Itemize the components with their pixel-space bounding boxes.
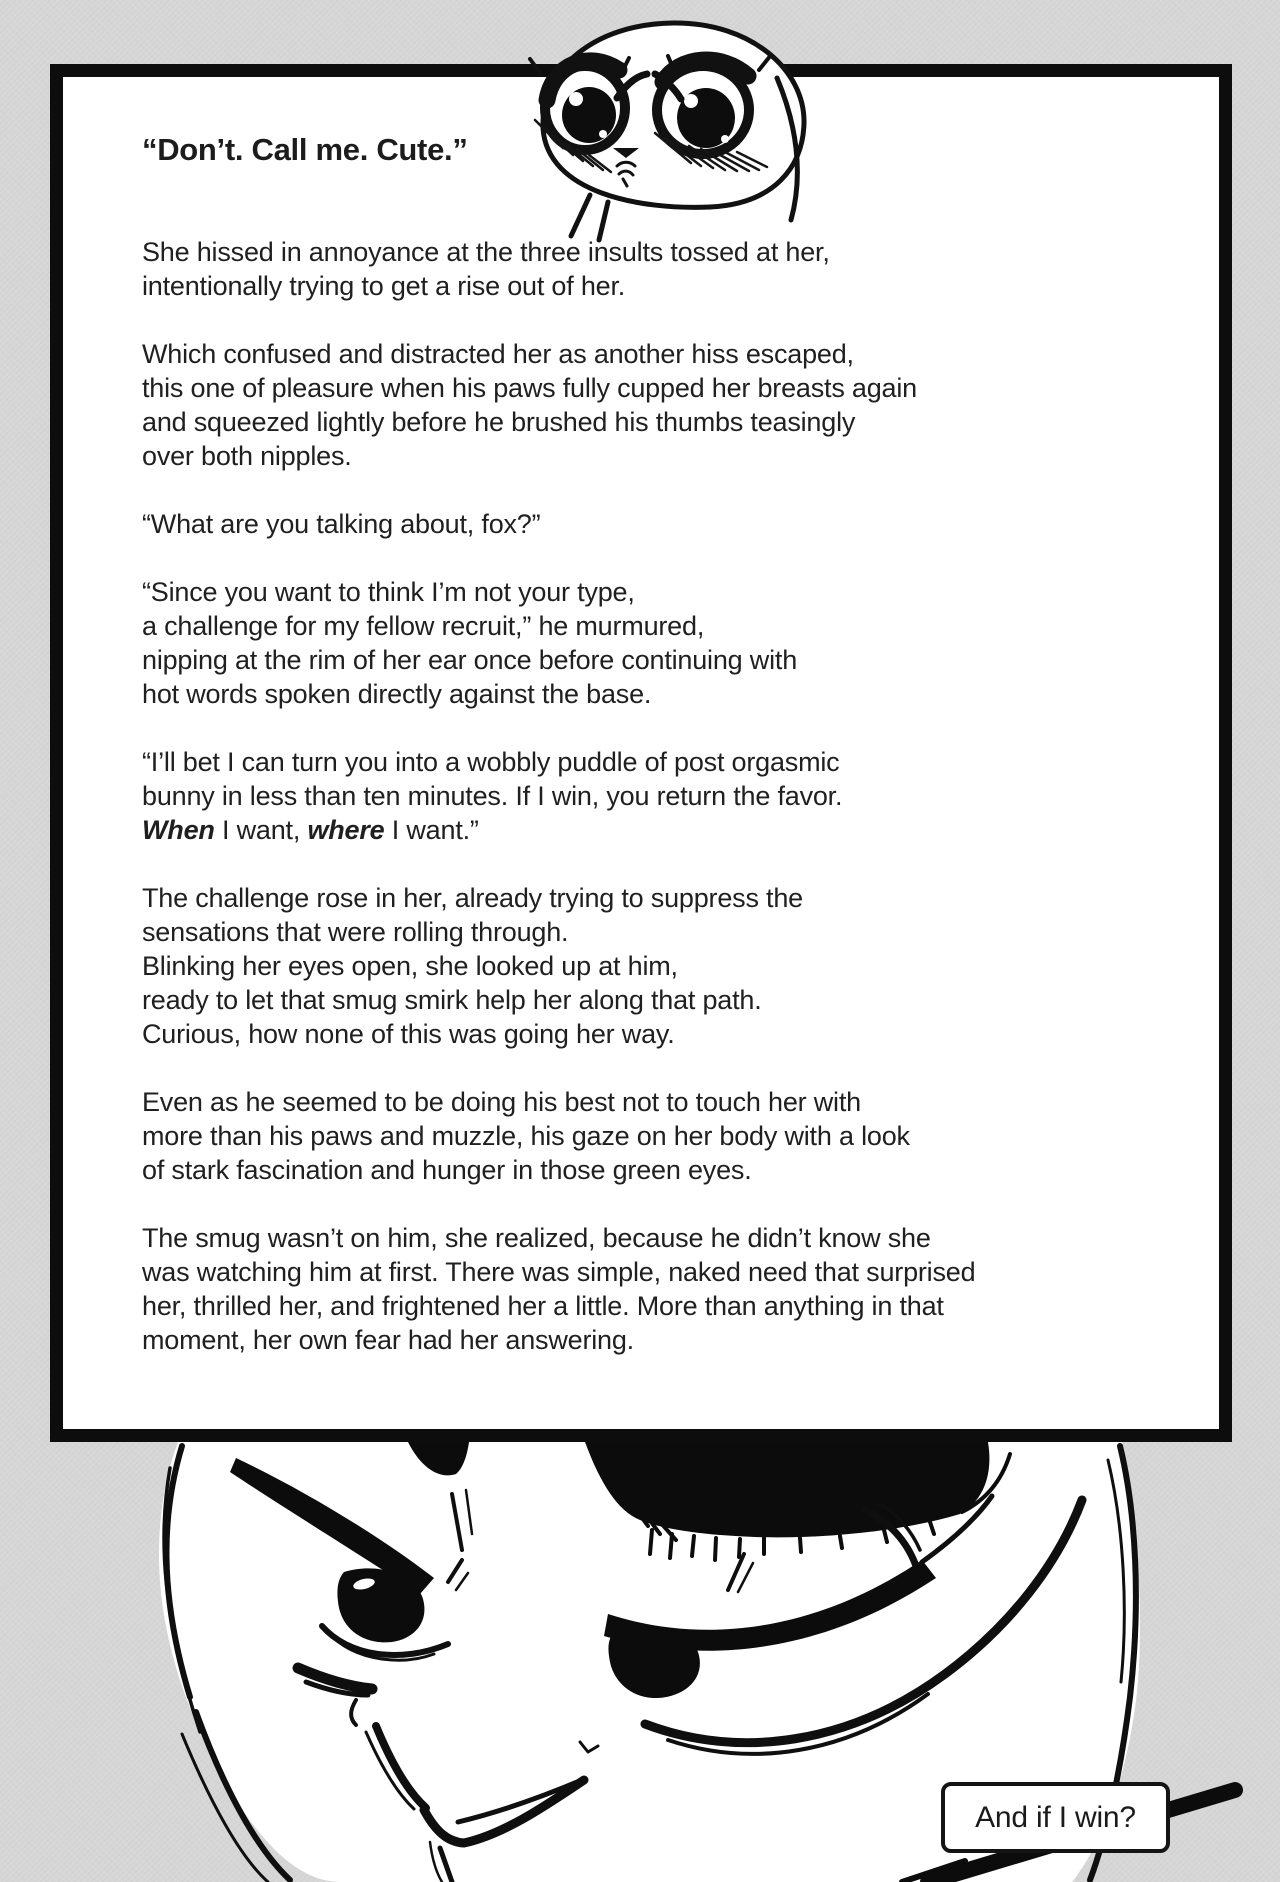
story-line: hot words spoken directly against the base. (142, 679, 652, 709)
story-line: was watching him at first. There was simple, naked need that surprised (142, 1257, 976, 1287)
story-line: this one of pleasure when his paws fully cupped her breasts again (142, 373, 917, 403)
story-line: ready to let that smug smirk help her along that path. (142, 985, 762, 1015)
story-line: over both nipples. (142, 441, 352, 471)
story-line: Even as he seemed to be doing his best not to touch her with (142, 1087, 861, 1117)
paragraph-spacer (142, 473, 1142, 507)
paragraph-spacer (142, 541, 1142, 575)
story-line: of stark fascination and hunger in those green eyes. (142, 1155, 752, 1185)
speech-bubble-text: And if I win? (975, 1800, 1136, 1834)
bunny-arm-line (599, 202, 608, 240)
paragraph-spacer (142, 711, 1142, 745)
story-line: and squeezed lightly before he brushed his thumbs teasingly (142, 407, 856, 437)
story-line: She hissed in annoyance at the three insults tossed at her, (142, 237, 830, 267)
story-line: bunny in less than ten minutes. If I win, you return the favor. (142, 781, 843, 811)
paragraph-spacer (142, 303, 1142, 337)
story-line: nipping at the rim of her ear once before continuing with (142, 645, 798, 675)
story-line: The challenge rose in her, already trying to suppress the (142, 883, 803, 913)
story-line: When I want, where I want.” (142, 815, 479, 845)
story-line: intentionally trying to get a rise out of her. (142, 271, 626, 301)
story-line: sensations that were rolling through. (142, 917, 569, 947)
story-line: her, thrilled her, and frightened her a little. More than anything in that (142, 1291, 944, 1321)
story-text (142, 235, 1142, 1357)
bunny-face-illustration (505, 8, 835, 253)
speech-bubble (941, 1782, 1170, 1853)
story-line: “Since you want to think I’m not your type, (142, 577, 635, 607)
bunny-arm-line (571, 195, 590, 236)
story-line: “I’ll bet I can turn you into a wobbly puddle of post orgasmic (142, 747, 840, 777)
story-line: The smug wasn’t on him, she realized, because he didn’t know she (142, 1223, 931, 1253)
story-line: moment, her own fear had her answering. (142, 1325, 634, 1355)
paragraph-spacer (142, 1051, 1142, 1085)
story-line: Curious, how none of this was going her way. (142, 1019, 675, 1049)
paragraph-spacer (142, 1187, 1142, 1221)
story-line: Blinking her eyes open, she looked up at him, (142, 951, 678, 981)
page-title: “Don’t. Call me. Cute.” (142, 132, 468, 167)
story-line: a challenge for my fellow recruit,” he murmured, (142, 611, 705, 641)
story-line: more than his paws and muzzle, his gaze on her body with a look (142, 1121, 910, 1151)
story-line: “What are you talking about, fox?” (142, 509, 541, 539)
paragraph-spacer (142, 847, 1142, 881)
story-line: Which confused and distracted her as another hiss escaped, (142, 339, 854, 369)
